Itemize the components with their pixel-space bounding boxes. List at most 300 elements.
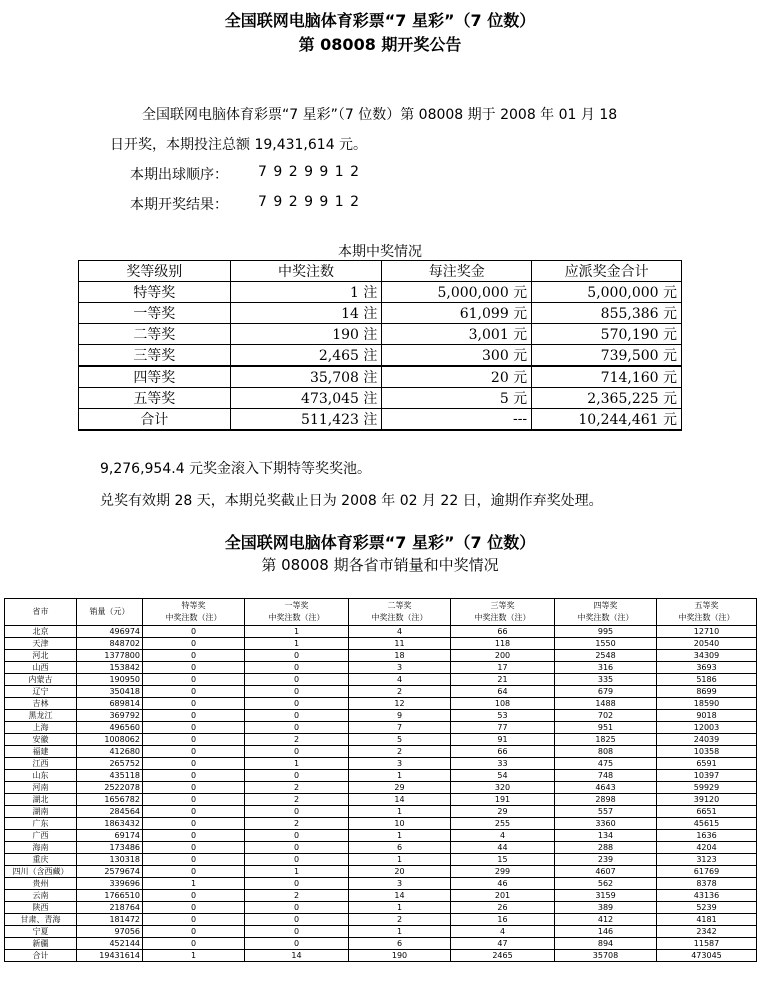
fifth-prize-cell: 9018 [657, 710, 757, 722]
first-prize-cell: 0 [245, 710, 349, 722]
first-prize-cell: 0 [245, 698, 349, 710]
province-row [5, 686, 757, 698]
prize-total-cell: 714,160 元 [532, 366, 682, 388]
sales-cell: 2579674 [77, 866, 143, 878]
province-row [5, 662, 757, 674]
province-header-line1: 二等奖 [387, 601, 412, 610]
sales-cell: 2522078 [77, 782, 143, 794]
first-prize-cell: 0 [245, 770, 349, 782]
special-prize-cell: 0 [143, 674, 245, 686]
special-prize-cell: 1 [143, 950, 245, 962]
third-prize-cell: 53 [451, 710, 555, 722]
fifth-prize-cell: 8699 [657, 686, 757, 698]
special-prize-cell: 0 [143, 818, 245, 830]
intro-line-2: 日开奖，本期投注总额 19,431,614 元。 [110, 137, 368, 153]
special-prize-cell: 1 [143, 878, 245, 890]
province-name-cell: 四川（含西藏） [5, 866, 77, 878]
province-name-cell: 上海 [5, 722, 77, 734]
province-name-cell: 北京 [5, 626, 77, 638]
province-name-cell: 安徽 [5, 734, 77, 746]
sales-cell: 1766510 [77, 890, 143, 902]
third-prize-cell: 21 [451, 674, 555, 686]
fourth-prize-cell: 557 [555, 806, 657, 818]
province-name-cell: 重庆 [5, 854, 77, 866]
second-prize-cell: 29 [349, 782, 451, 794]
sales-cell: 412680 [77, 746, 143, 758]
fifth-prize-cell: 12003 [657, 722, 757, 734]
prize-header-amount: 每注奖金 [382, 261, 532, 282]
province-row [5, 866, 757, 878]
fourth-prize-cell: 146 [555, 926, 657, 938]
second-prize-cell: 1 [349, 854, 451, 866]
second-prize-cell: 14 [349, 794, 451, 806]
third-prize-cell: 200 [451, 650, 555, 662]
fifth-prize-cell: 39120 [657, 794, 757, 806]
fifth-prize-cell: 473045 [657, 950, 757, 962]
fourth-prize-cell: 2548 [555, 650, 657, 662]
special-prize-cell: 0 [143, 746, 245, 758]
third-prize-cell: 47 [451, 938, 555, 950]
fifth-prize-cell: 10358 [657, 746, 757, 758]
province-header-line2: 中奖注数（注） [371, 613, 428, 622]
second-prize-cell: 4 [349, 674, 451, 686]
prize-table-header [79, 261, 682, 282]
sales-cell: 496560 [77, 722, 143, 734]
province-row [5, 746, 757, 758]
prize-level-cell: 合计 [79, 409, 231, 431]
second-prize-cell: 2 [349, 746, 451, 758]
sales-cell: 1863432 [77, 818, 143, 830]
second-prize-cell: 9 [349, 710, 451, 722]
first-prize-cell: 0 [245, 686, 349, 698]
first-prize-cell: 14 [245, 950, 349, 962]
second-prize-cell: 18 [349, 650, 451, 662]
fourth-prize-cell: 748 [555, 770, 657, 782]
first-prize-cell: 0 [245, 830, 349, 842]
province-name-cell: 山东 [5, 770, 77, 782]
second-prize-cell: 11 [349, 638, 451, 650]
third-prize-cell: 15 [451, 854, 555, 866]
first-prize-cell: 2 [245, 794, 349, 806]
province-header-line1: 四等奖 [593, 601, 618, 610]
prize-amount-cell: 3,001 元 [382, 324, 532, 345]
order-value: 7 9 2 9 9 1 2 [258, 164, 361, 180]
prize-total-cell: 5,000,000 元 [532, 282, 682, 303]
special-prize-cell: 0 [143, 926, 245, 938]
special-prize-cell: 0 [143, 662, 245, 674]
province-header-line2: 中奖注数（注） [474, 613, 531, 622]
special-prize-cell: 0 [143, 914, 245, 926]
first-prize-cell: 2 [245, 734, 349, 746]
fourth-prize-cell: 35708 [555, 950, 657, 962]
special-prize-cell: 0 [143, 854, 245, 866]
province-header-cell [349, 599, 451, 626]
fourth-prize-cell: 679 [555, 686, 657, 698]
prize-count-cell: 14 注 [230, 303, 382, 324]
page-title: 全国联网电脑体育彩票“7 星彩”（7 位数） [224, 11, 536, 30]
third-prize-cell: 66 [451, 626, 555, 638]
sales-cell: 452144 [77, 938, 143, 950]
second-prize-cell: 14 [349, 890, 451, 902]
province-name-cell: 海南 [5, 842, 77, 854]
province-header-cell [5, 599, 77, 626]
prize-amount-cell: 20 元 [382, 366, 532, 388]
province-name-cell: 内蒙古 [5, 674, 77, 686]
prize-table [78, 260, 682, 431]
province-row [5, 854, 757, 866]
first-prize-cell: 1 [245, 866, 349, 878]
sales-cell: 496974 [77, 626, 143, 638]
first-prize-cell: 0 [245, 746, 349, 758]
prize-row [79, 345, 682, 367]
section2-title: 全国联网电脑体育彩票“7 星彩”（7 位数） [224, 533, 536, 552]
prize-header-total: 应派奖金合计 [532, 261, 682, 282]
second-prize-cell: 3 [349, 878, 451, 890]
sales-cell: 1008062 [77, 734, 143, 746]
province-name-cell: 黑龙江 [5, 710, 77, 722]
second-prize-cell: 2 [349, 914, 451, 926]
province-name-cell: 福建 [5, 746, 77, 758]
fourth-prize-cell: 134 [555, 830, 657, 842]
third-prize-cell: 118 [451, 638, 555, 650]
sales-cell: 848702 [77, 638, 143, 650]
sales-cell: 69174 [77, 830, 143, 842]
rollover-note: 9,276,954.4 元奖金滚入下期特等奖奖池。 [100, 461, 372, 477]
province-header-cell [657, 599, 757, 626]
first-prize-cell: 2 [245, 890, 349, 902]
prize-level-cell: 三等奖 [79, 345, 231, 367]
third-prize-cell: 201 [451, 890, 555, 902]
sales-cell: 153842 [77, 662, 143, 674]
second-prize-cell: 3 [349, 662, 451, 674]
prize-count-cell: 511,423 注 [230, 409, 382, 431]
province-table-header [5, 599, 757, 626]
province-header-cell [555, 599, 657, 626]
fourth-prize-cell: 562 [555, 878, 657, 890]
first-prize-cell: 0 [245, 842, 349, 854]
province-row [5, 698, 757, 710]
third-prize-cell: 320 [451, 782, 555, 794]
prize-count-cell: 2,465 注 [230, 345, 382, 367]
province-header-line1: 特等奖 [181, 601, 206, 610]
second-prize-cell: 6 [349, 842, 451, 854]
second-prize-cell: 7 [349, 722, 451, 734]
special-prize-cell: 0 [143, 842, 245, 854]
province-row [5, 794, 757, 806]
prize-table-caption: 本期中奖情况 [338, 244, 422, 260]
fourth-prize-cell: 4643 [555, 782, 657, 794]
special-prize-cell: 0 [143, 770, 245, 782]
fifth-prize-cell: 6591 [657, 758, 757, 770]
special-prize-cell: 0 [143, 650, 245, 662]
second-prize-cell: 6 [349, 938, 451, 950]
fifth-prize-cell: 11587 [657, 938, 757, 950]
third-prize-cell: 4 [451, 926, 555, 938]
prize-count-cell: 1 注 [230, 282, 382, 303]
prize-amount-cell: 300 元 [382, 345, 532, 367]
fifth-prize-cell: 43136 [657, 890, 757, 902]
fourth-prize-cell: 3159 [555, 890, 657, 902]
province-row [5, 806, 757, 818]
province-total-row [5, 950, 757, 962]
province-name-cell: 湖北 [5, 794, 77, 806]
fourth-prize-cell: 2898 [555, 794, 657, 806]
fifth-prize-cell: 61769 [657, 866, 757, 878]
special-prize-cell: 0 [143, 734, 245, 746]
province-name-cell: 河南 [5, 782, 77, 794]
third-prize-cell: 44 [451, 842, 555, 854]
province-name-cell: 甘肃、青海 [5, 914, 77, 926]
fourth-prize-cell: 316 [555, 662, 657, 674]
first-prize-cell: 1 [245, 638, 349, 650]
prize-row [79, 324, 682, 345]
prize-count-cell: 190 注 [230, 324, 382, 345]
province-row [5, 758, 757, 770]
fifth-prize-cell: 8378 [657, 878, 757, 890]
third-prize-cell: 4 [451, 830, 555, 842]
sales-cell: 173486 [77, 842, 143, 854]
third-prize-cell: 108 [451, 698, 555, 710]
fifth-prize-cell: 5186 [657, 674, 757, 686]
sales-cell: 97056 [77, 926, 143, 938]
province-row [5, 890, 757, 902]
province-header-cell [77, 599, 143, 626]
prize-amount-cell: --- [382, 409, 532, 431]
special-prize-cell: 0 [143, 710, 245, 722]
province-row [5, 734, 757, 746]
prize-total-cell: 10,244,461 元 [532, 409, 682, 431]
first-prize-cell: 0 [245, 914, 349, 926]
second-prize-cell: 20 [349, 866, 451, 878]
fifth-prize-cell: 1636 [657, 830, 757, 842]
special-prize-cell: 0 [143, 758, 245, 770]
first-prize-cell: 2 [245, 782, 349, 794]
prize-total-cell: 855,386 元 [532, 303, 682, 324]
first-prize-cell: 1 [245, 626, 349, 638]
province-header-line1: 省市 [32, 607, 49, 616]
prize-total-cell: 739,500 元 [532, 345, 682, 367]
second-prize-cell: 1 [349, 902, 451, 914]
sales-cell: 350418 [77, 686, 143, 698]
prize-header-level: 奖等级别 [79, 261, 231, 282]
first-prize-cell: 0 [245, 650, 349, 662]
prize-total-row [79, 409, 682, 431]
third-prize-cell: 17 [451, 662, 555, 674]
province-row [5, 830, 757, 842]
first-prize-cell: 0 [245, 674, 349, 686]
fourth-prize-cell: 239 [555, 854, 657, 866]
sales-cell: 1377800 [77, 650, 143, 662]
special-prize-cell: 0 [143, 866, 245, 878]
third-prize-cell: 29 [451, 806, 555, 818]
province-header-line1: 销量（元） [89, 607, 130, 616]
province-name-cell: 贵州 [5, 878, 77, 890]
province-name-cell: 新疆 [5, 938, 77, 950]
second-prize-cell: 1 [349, 830, 451, 842]
first-prize-cell: 0 [245, 662, 349, 674]
first-prize-cell: 2 [245, 818, 349, 830]
fifth-prize-cell: 34309 [657, 650, 757, 662]
fourth-prize-cell: 1550 [555, 638, 657, 650]
page-subtitle: 第 08008 期开奖公告 [298, 35, 462, 54]
sales-cell: 265752 [77, 758, 143, 770]
fifth-prize-cell: 10397 [657, 770, 757, 782]
special-prize-cell: 0 [143, 794, 245, 806]
sales-cell: 435118 [77, 770, 143, 782]
fifth-prize-cell: 3123 [657, 854, 757, 866]
special-prize-cell: 0 [143, 638, 245, 650]
province-name-cell: 广西 [5, 830, 77, 842]
second-prize-cell: 1 [349, 806, 451, 818]
prize-header-count: 中奖注数 [230, 261, 382, 282]
special-prize-cell: 0 [143, 902, 245, 914]
third-prize-cell: 16 [451, 914, 555, 926]
sales-cell: 284564 [77, 806, 143, 818]
fifth-prize-cell: 20540 [657, 638, 757, 650]
fifth-prize-cell: 18590 [657, 698, 757, 710]
second-prize-cell: 2 [349, 686, 451, 698]
province-name-cell: 河北 [5, 650, 77, 662]
province-row [5, 710, 757, 722]
province-row [5, 782, 757, 794]
first-prize-cell: 1 [245, 758, 349, 770]
fourth-prize-cell: 4607 [555, 866, 657, 878]
first-prize-cell: 0 [245, 902, 349, 914]
first-prize-cell: 0 [245, 854, 349, 866]
third-prize-cell: 299 [451, 866, 555, 878]
fourth-prize-cell: 1488 [555, 698, 657, 710]
third-prize-cell: 2465 [451, 950, 555, 962]
sales-cell: 19431614 [77, 950, 143, 962]
fifth-prize-cell: 24039 [657, 734, 757, 746]
province-row [5, 842, 757, 854]
province-name-cell: 天津 [5, 638, 77, 650]
province-header-line1: 三等奖 [490, 601, 515, 610]
fourth-prize-cell: 335 [555, 674, 657, 686]
fifth-prize-cell: 12710 [657, 626, 757, 638]
second-prize-cell: 1 [349, 770, 451, 782]
third-prize-cell: 26 [451, 902, 555, 914]
fifth-prize-cell: 2342 [657, 926, 757, 938]
special-prize-cell: 0 [143, 698, 245, 710]
special-prize-cell: 0 [143, 782, 245, 794]
third-prize-cell: 255 [451, 818, 555, 830]
province-row [5, 902, 757, 914]
province-header-line2: 中奖注数（注） [577, 613, 634, 622]
third-prize-cell: 191 [451, 794, 555, 806]
prize-total-cell: 2,365,225 元 [532, 388, 682, 409]
prize-total-cell: 570,190 元 [532, 324, 682, 345]
province-row [5, 878, 757, 890]
province-header-cell [451, 599, 555, 626]
fourth-prize-cell: 1825 [555, 734, 657, 746]
province-row [5, 674, 757, 686]
province-name-cell: 江西 [5, 758, 77, 770]
third-prize-cell: 66 [451, 746, 555, 758]
fourth-prize-cell: 808 [555, 746, 657, 758]
province-row [5, 770, 757, 782]
fourth-prize-cell: 951 [555, 722, 657, 734]
fourth-prize-cell: 3360 [555, 818, 657, 830]
fourth-prize-cell: 702 [555, 710, 657, 722]
sales-cell: 369792 [77, 710, 143, 722]
prize-level-cell: 五等奖 [79, 388, 231, 409]
fifth-prize-cell: 6651 [657, 806, 757, 818]
second-prize-cell: 4 [349, 626, 451, 638]
province-header-line2: 中奖注数（注） [268, 613, 325, 622]
prize-count-cell: 35,708 注 [230, 366, 382, 388]
prize-level-cell: 一等奖 [79, 303, 231, 324]
province-header-line1: 五等奖 [694, 601, 719, 610]
third-prize-cell: 77 [451, 722, 555, 734]
province-name-cell: 吉林 [5, 698, 77, 710]
prize-amount-cell: 5 元 [382, 388, 532, 409]
third-prize-cell: 54 [451, 770, 555, 782]
second-prize-cell: 10 [349, 818, 451, 830]
fourth-prize-cell: 389 [555, 902, 657, 914]
third-prize-cell: 91 [451, 734, 555, 746]
first-prize-cell: 0 [245, 926, 349, 938]
prize-row [79, 388, 682, 409]
second-prize-cell: 12 [349, 698, 451, 710]
province-row [5, 626, 757, 638]
second-prize-cell: 1 [349, 926, 451, 938]
sales-cell: 689814 [77, 698, 143, 710]
province-table [4, 598, 757, 962]
prize-amount-cell: 5,000,000 元 [382, 282, 532, 303]
province-name-cell: 宁夏 [5, 926, 77, 938]
prize-amount-cell: 61,099 元 [382, 303, 532, 324]
province-row [5, 638, 757, 650]
fifth-prize-cell: 45615 [657, 818, 757, 830]
prize-level-cell: 四等奖 [79, 366, 231, 388]
province-row [5, 938, 757, 950]
province-name-cell: 广东 [5, 818, 77, 830]
sales-cell: 181472 [77, 914, 143, 926]
fifth-prize-cell: 59929 [657, 782, 757, 794]
second-prize-cell: 3 [349, 758, 451, 770]
province-name-cell: 陕西 [5, 902, 77, 914]
fifth-prize-cell: 4204 [657, 842, 757, 854]
special-prize-cell: 0 [143, 890, 245, 902]
prize-row [79, 366, 682, 388]
prize-level-cell: 特等奖 [79, 282, 231, 303]
province-header-cell [245, 599, 349, 626]
fifth-prize-cell: 4181 [657, 914, 757, 926]
province-header-cell [143, 599, 245, 626]
special-prize-cell: 0 [143, 938, 245, 950]
prize-level-cell: 二等奖 [79, 324, 231, 345]
sales-cell: 190950 [77, 674, 143, 686]
province-name-cell: 辽宁 [5, 686, 77, 698]
province-name-cell: 云南 [5, 890, 77, 902]
special-prize-cell: 0 [143, 722, 245, 734]
province-row [5, 818, 757, 830]
sales-cell: 130318 [77, 854, 143, 866]
province-row [5, 926, 757, 938]
third-prize-cell: 33 [451, 758, 555, 770]
order-label: 本期出球顺序： [130, 167, 228, 183]
first-prize-cell: 0 [245, 722, 349, 734]
province-row [5, 722, 757, 734]
special-prize-cell: 0 [143, 626, 245, 638]
prize-row [79, 282, 682, 303]
deadline-note: 兑奖有效期 28 天，本期兑奖截止日为 2008 年 02 月 22 日，逾期作弃奖处理。 [100, 493, 603, 509]
province-row [5, 650, 757, 662]
province-row [5, 914, 757, 926]
province-name-cell: 湖南 [5, 806, 77, 818]
second-prize-cell: 5 [349, 734, 451, 746]
